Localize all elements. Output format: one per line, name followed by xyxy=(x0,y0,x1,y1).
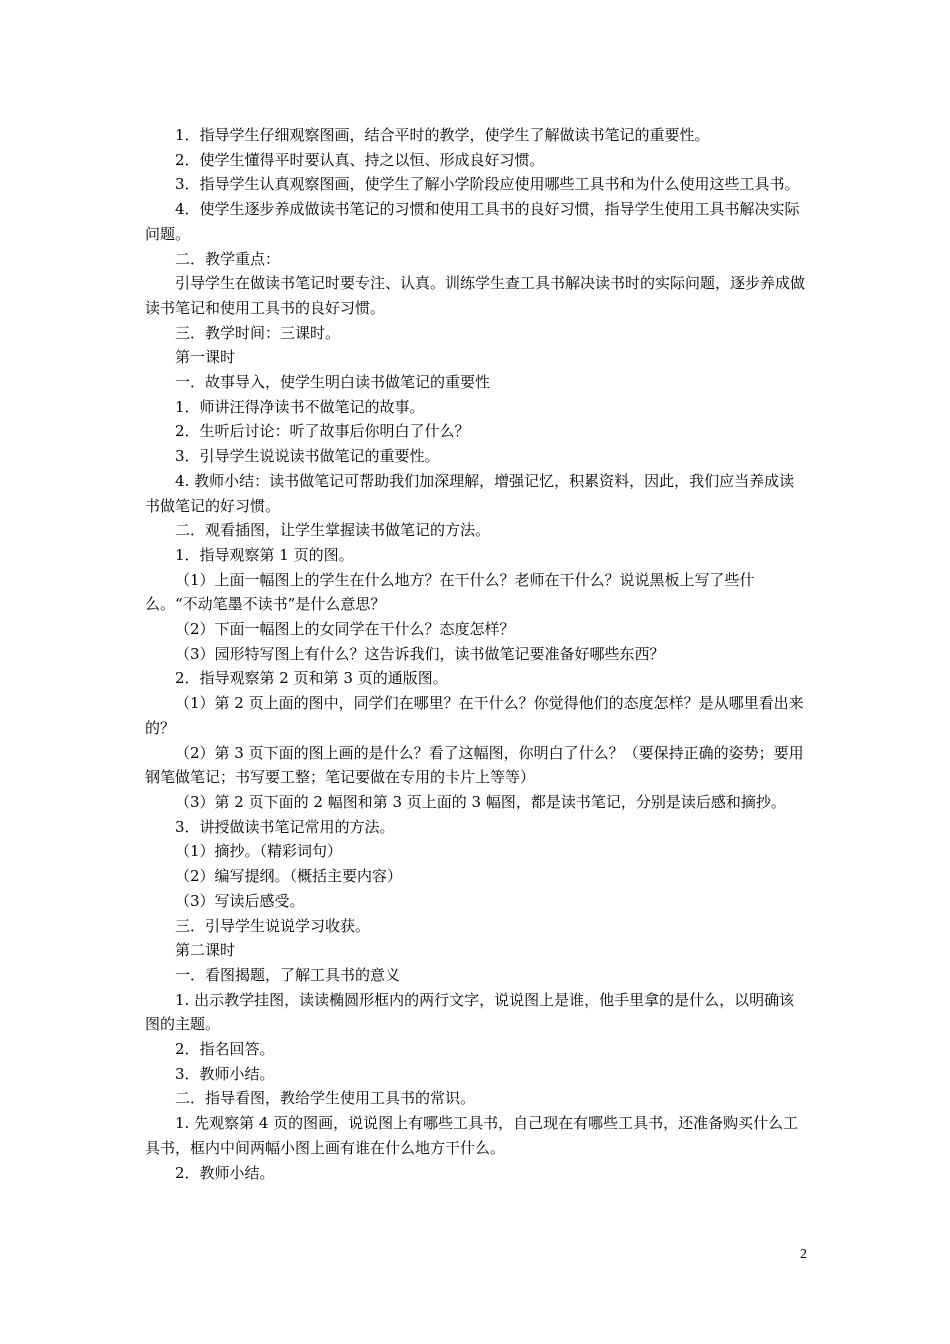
lesson-heading: 第二课时 xyxy=(175,941,236,960)
paragraph: 4．使学生逐步养成做读书笔记的习惯和使用工具书的良好习惯，指导学生使用工具书解决实际问题。 xyxy=(145,200,800,243)
paragraph: （1）第 2 页上面的图中，同学们在哪里？在干什么？你觉得他们的态度怎样？是从哪里看出来的？ xyxy=(145,694,804,737)
section-heading: 二．教学重点： xyxy=(175,249,281,268)
paragraph: （3）园形特写图上有什么？这告诉我们，读书做笔记要准备好哪些东西？ xyxy=(175,644,665,663)
lesson-heading: 第一课时 xyxy=(175,348,236,367)
paragraph: 1．指导学生仔细观察图画，结合平时的教学，使学生了解做读书笔记的重要性。 xyxy=(175,126,710,144)
section-heading: 一．故事导入，使学生明白读书做笔记的重要性 xyxy=(175,373,491,392)
section-heading: 二．指导看图，教给学生使用工具书的常识。 xyxy=(175,1089,476,1108)
paragraph: （2）第 3 页下面的图上画的是什么？看了这幅图，你明白了什么？（要保持正确的姿势；要用钢笔做笔记；书写要工整；笔记要做在专用的卡片上等等） xyxy=(145,743,804,787)
paragraph: （2）下面一幅图上的女同学在干什么？态度怎样？ xyxy=(175,620,515,639)
paragraph: 1．师讲汪得净读书不做笔记的故事。 xyxy=(175,397,425,416)
paragraph: 2．使学生懂得平时要认真、持之以恒、形成良好习惯。 xyxy=(175,150,545,169)
section-heading: 一．看图揭题，了解工具书的意义 xyxy=(175,965,401,984)
paragraph: 2．指名回答。 xyxy=(175,1040,275,1059)
paragraph: 引导学生在做读书笔记时要专注、认真。训练学生查工具书解决读书时的实际问题，逐步养成做读书笔记和使用工具书的良好习惯。 xyxy=(145,274,806,317)
paragraph: 2．教师小结。 xyxy=(175,1163,275,1182)
paragraph: 1. 先观察第 4 页的图画，说说图上有哪些工具书，自己现在有哪些工具书，还准备购买什么工具书，框内中间两幅小图上画有谁在什么地方干什么。 xyxy=(145,1114,799,1157)
paragraph: 3．引导学生说说读书做笔记的重要性。 xyxy=(175,447,440,466)
section-heading: 二．观看插图，让学生掌握读书做笔记的方法。 xyxy=(175,521,491,540)
paragraph: 3．讲授做读书笔记常用的方法。 xyxy=(175,817,395,836)
paragraph: 3．教师小结。 xyxy=(175,1064,275,1083)
document-body xyxy=(145,123,807,1185)
paragraph: 2．指导观察第 2 页和第 3 页的通版图。 xyxy=(175,669,448,688)
paragraph: 3．指导学生认真观察图画，使学生了解小学阶段应使用哪些工具书和为什么使用这些工具书。 xyxy=(175,175,800,194)
paragraph: 2．生听后讨论：听了故事后你明白了什么？ xyxy=(175,422,470,441)
paragraph: 4. 教师小结：读书做笔记可帮助我们加深理解，增强记忆，积累资料，因此，我们应当养成读书做笔记的好习惯。 xyxy=(145,471,795,515)
paragraph: （2）编写提纲。（概括主要内容） xyxy=(175,867,403,886)
paragraph: 1．指导观察第 1 页的图。 xyxy=(175,545,354,564)
paragraph: （1）上面一幅图上的学生在什么地方？在干什么？老师在干什么？说说黑板上写了些什么。“不动笔墨不读书”是什么意思？ xyxy=(145,570,755,614)
section-heading: 三．教学时间：三课时。 xyxy=(175,323,341,342)
paragraph: （3）第 2 页下面的 2 幅图和第 3 页上面的 3 幅图，都是读书笔记，分别是读后感和摘抄。 xyxy=(175,792,786,811)
paragraph: 1. 出示教学挂图，读读椭圆形框内的两行文字，说说图上是谁，他手里拿的是什么，以明确该图的主题。 xyxy=(145,990,795,1034)
paragraph: （1）摘抄。（精彩词句） xyxy=(175,842,343,861)
page-number: 2 xyxy=(800,1247,807,1262)
paragraph: （3）写读后感受。 xyxy=(175,891,305,910)
section-heading: 三．引导学生说说学习收获。 xyxy=(175,916,371,935)
